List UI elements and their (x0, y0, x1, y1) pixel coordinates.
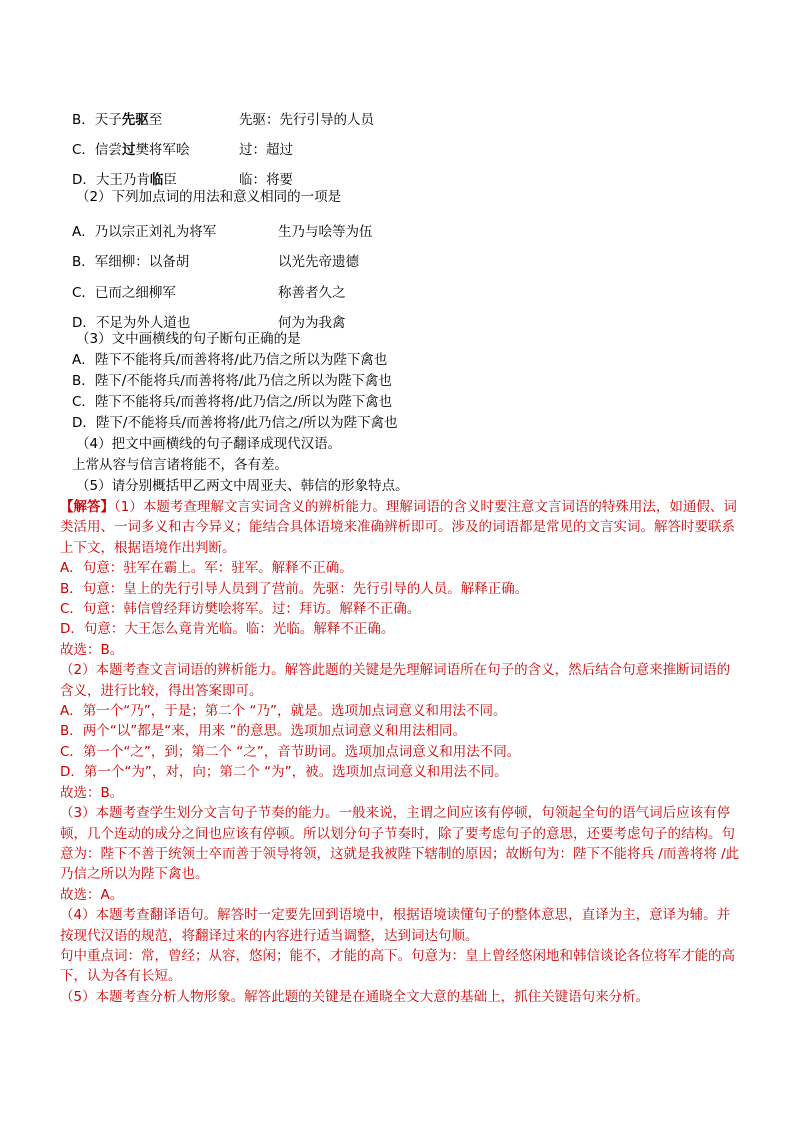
option-explanation: 临：将要 (239, 172, 293, 188)
answer-3-text: （3）本题考查学生划分文言句子节奏的能力。一般来说，主谓之间应该有停顿，句领起全句的语气词后应该有停顿，几个连动的成分之间也应该有停顿。所以划分句子节奏时，除了要考虑句子的意思，还要考虑句子的结构。句意为：陛下不善于统领士卒而善于领导将领，这就是我被陛下辖制的原因；故断句为：陛下不能将兵 /而善将将 /此乃信之所以为陛下禽也。 (60, 805, 740, 883)
answer-1-item: B．句意：皇上的先行引导人员到了营前。先驱：先行引导的人员。解释正确。 (60, 580, 529, 597)
q3-option-a: A．陛下不能将兵/而善将将/此乃信之所以为陛下禽也 (72, 352, 388, 368)
option-text: C．已而之细柳军 (72, 285, 176, 301)
answer-4-key: 句中重点词：常，曾经；从容，悠闲；能不，才能的高下。句意为：皇上曾经悠闲地和韩信谈论各位将军才能的高下，认为各有长短。 (60, 947, 735, 985)
q2-option-d (72, 311, 346, 331)
q2-option-c (72, 281, 346, 301)
answer-1-choice: 故选：B。 (60, 641, 124, 658)
answer-1-intro (60, 497, 740, 558)
q3-stem: （3）文中画横线的句子断句正确的是 (76, 331, 301, 347)
dotted-word: 先驱 (121, 112, 149, 128)
option-explanation: 过：超过 (239, 142, 293, 158)
q1-option-d (72, 168, 293, 188)
q3-option-c: C．陛下不能将兵/而善将将/此乃信之/所以为陛下禽也 (72, 394, 393, 410)
answer-2-intro: （2）本题考查文言词语的辨析能力。解答此题的关键是先理解词语所在句子的含义，然后结合句意来推断词语的含义，进行比较，得出答案即可。 (60, 662, 731, 699)
option-text: C．信尝 (72, 142, 122, 158)
q4-stem: （4）把文中画横线的句子翻译成现代汉语。 (76, 436, 342, 452)
q2-option-b (72, 250, 359, 270)
answer-5-text: （5）本题考查分析人物形象。解答此题的关键是在通晓全文大意的基础上，抓住关键语句来分析。 (60, 988, 650, 1005)
answer-text: （1）本题考查理解文言实词含义的辨析能力。理解词语的含义时要注意文言词语的特殊用法，如通假、词类活用、一词多义和古今异义；能结合具体语境来准确辨析即可。涉及的词语都是常见的文言实词。解答时要联系上下文，根据语境作出判断。 (60, 499, 737, 556)
answer-2-item: A．第一个“乃”，于是；第二个 “乃”，就是。选项加点词意义和用法不同。 (60, 703, 507, 720)
q2-option-a (72, 220, 373, 240)
dotted-word: 过 (121, 142, 136, 158)
answer-section (60, 497, 740, 1007)
answer-2-item: B．两个“以”都是“来，用来 ”的意思。选项加点词意义和用法相同。 (60, 723, 467, 740)
answer-2-choice: 故选：B。 (60, 784, 124, 801)
q3-option-d: D．陛下/不能将兵/而善将将/此乃信之/所以为陛下禽也 (72, 415, 398, 431)
answer-4-text: （4）本题考查翻译语句。解答时一定要先回到语境中，根据语境读懂句子的整体意思，直译为主，意译为辅。并按现代汉语的规范，将翻译过来的内容进行适当调整，达到词达句顺。 (60, 907, 731, 944)
q1-option-b (72, 108, 374, 128)
q1-option-c (72, 138, 293, 158)
option-text: B．天子 (72, 112, 122, 128)
q5-stem: （5）请分别概括甲乙两文中周亚夫、韩信的形象特点。 (76, 478, 409, 494)
option-compare: 以光先帝遗德 (278, 254, 359, 270)
answer-tag: 【解答】 (60, 499, 114, 515)
option-text: D．大王乃肯 (72, 172, 150, 188)
q2-stem: （2）下列加点词的用法和意义相同的一项是 (76, 189, 342, 205)
answer-1-item: D．句意：大王怎么竟肯光临。临：光临。解释不正确。 (60, 621, 395, 638)
answer-2-item: D．第一个“为”，对，向；第二个 “为”，被。选项加点词意义和用法不同。 (60, 764, 508, 781)
q4-sentence: 上常从容与信言诸将能不，各有差。 (72, 457, 288, 473)
option-text: 臣 (163, 172, 177, 188)
option-text: B．军细柳：以备胡 (72, 254, 190, 270)
answer-3-choice: 故选：A。 (60, 886, 124, 903)
option-compare: 何为为我禽 (278, 315, 346, 331)
answer-2-item: C．第一个“之”，到；第二个 “之”，音节助词。选项加点词意义和用法不同。 (60, 743, 521, 760)
dotted-word: 临 (149, 172, 164, 188)
q3-option-b: B．陛下/不能将兵/而善将将/此乃信之所以为陛下禽也 (72, 373, 392, 389)
option-text: A．乃以宗正刘礼为将军 (72, 224, 217, 240)
answer-1-item: C．句意：韩信曾经拜访樊哙将军。过：拜访。解释不正确。 (60, 601, 421, 618)
option-compare: 生乃与哙等为伍 (278, 224, 373, 240)
option-text: 樊将军哙 (135, 142, 190, 158)
option-text: 至 (148, 112, 163, 128)
option-compare: 称善者久之 (278, 285, 346, 301)
answer-1-item: A．句意：驻军在霸上。军：驻军。解释不正确。 (60, 560, 353, 577)
option-text: D．不足为外人道也 (72, 315, 191, 331)
option-explanation: 先驱：先行引导的人员 (239, 112, 374, 128)
